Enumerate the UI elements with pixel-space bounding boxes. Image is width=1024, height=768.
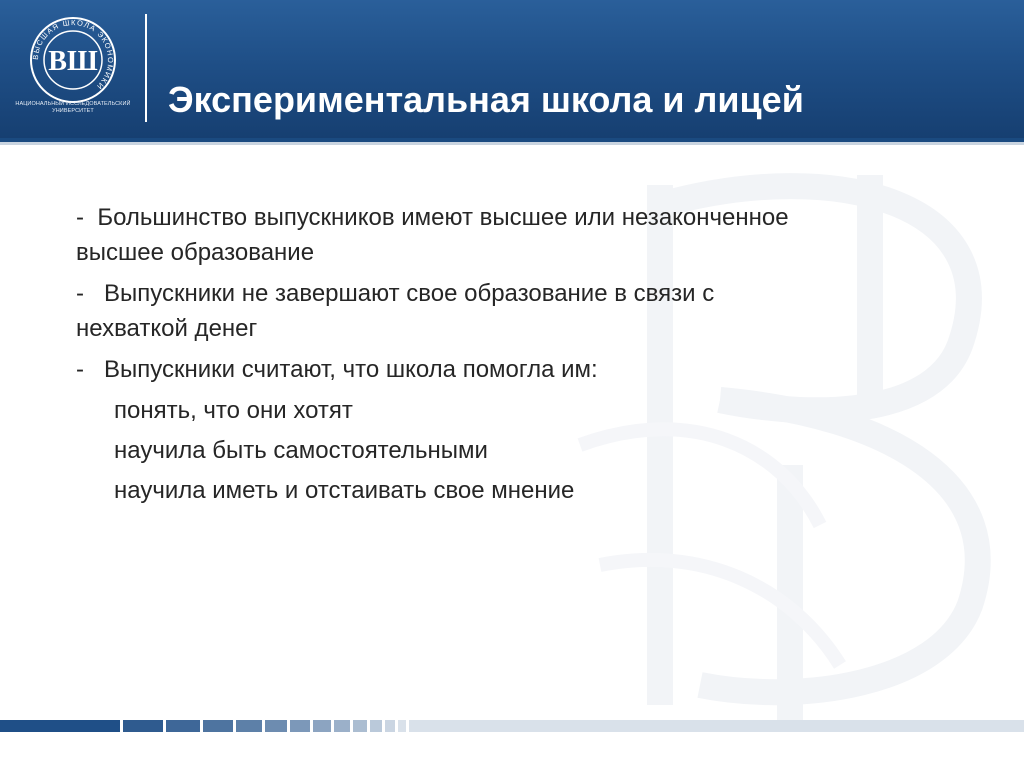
- slide-title: Экспериментальная школа и лицей: [168, 79, 804, 120]
- header-divider: [145, 14, 147, 122]
- bullet-marker: -: [76, 356, 84, 383]
- bullet-text-line1: Большинство выпускников имеют высшее или незаконченное: [97, 204, 789, 231]
- sub-item: понять, что они хотят: [114, 397, 353, 424]
- footer-gradient-bar: [0, 720, 1024, 732]
- footer-bar-segment: [334, 720, 350, 732]
- bullet-marker: -: [76, 280, 84, 307]
- footer-bar-segment: [236, 720, 262, 732]
- sub-item: научила быть самостоятельными: [114, 437, 488, 464]
- footer-bar-segment: [385, 720, 395, 732]
- logo-caption: [12, 101, 134, 115]
- footer-bar-segment: [370, 720, 382, 732]
- footer-bar-tail: [409, 720, 1024, 732]
- bullet-text-line2: высшее образование: [76, 239, 315, 266]
- logo-ring-text: ВЫСШАЯ ШКОЛА ЭКОНОМИКИ: [30, 17, 116, 92]
- bullet-text-line2: нехваткой денег: [76, 315, 258, 342]
- footer-bar-segment: [123, 720, 163, 732]
- footer-bar-segment: [166, 720, 200, 732]
- slide-header: [0, 0, 1024, 138]
- footer-bar-segment: [290, 720, 310, 732]
- logo-monogram: ВШ: [48, 46, 98, 77]
- footer-bar-segment: [265, 720, 287, 732]
- bullet-item: [76, 200, 976, 270]
- footer-bar-segment: [353, 720, 367, 732]
- logo-caption-line1: НАЦИОНАЛЬНЫЙ ИССЛЕДОВАТЕЛЬСКИЙ: [15, 101, 131, 107]
- footer-bar-segment: [0, 720, 120, 732]
- bullet-text-line1: Выпускники не завершают свое образование в связи с: [104, 280, 715, 307]
- footer-bar-segment: [203, 720, 233, 732]
- slide-body: [76, 200, 976, 513]
- bullet-item: [76, 276, 976, 346]
- logo-caption-line2: УНИВЕРСИТЕТ: [52, 108, 94, 114]
- bullet-marker: -: [76, 204, 84, 231]
- sub-item: научила иметь и отстаивать свое мнение: [114, 477, 575, 504]
- bullet-text-line1: Выпускники считают, что школа помогла им:: [104, 356, 598, 383]
- bullet-item: [76, 352, 976, 387]
- footer-bar-segment: [398, 720, 406, 732]
- footer-bar-segment: [313, 720, 331, 732]
